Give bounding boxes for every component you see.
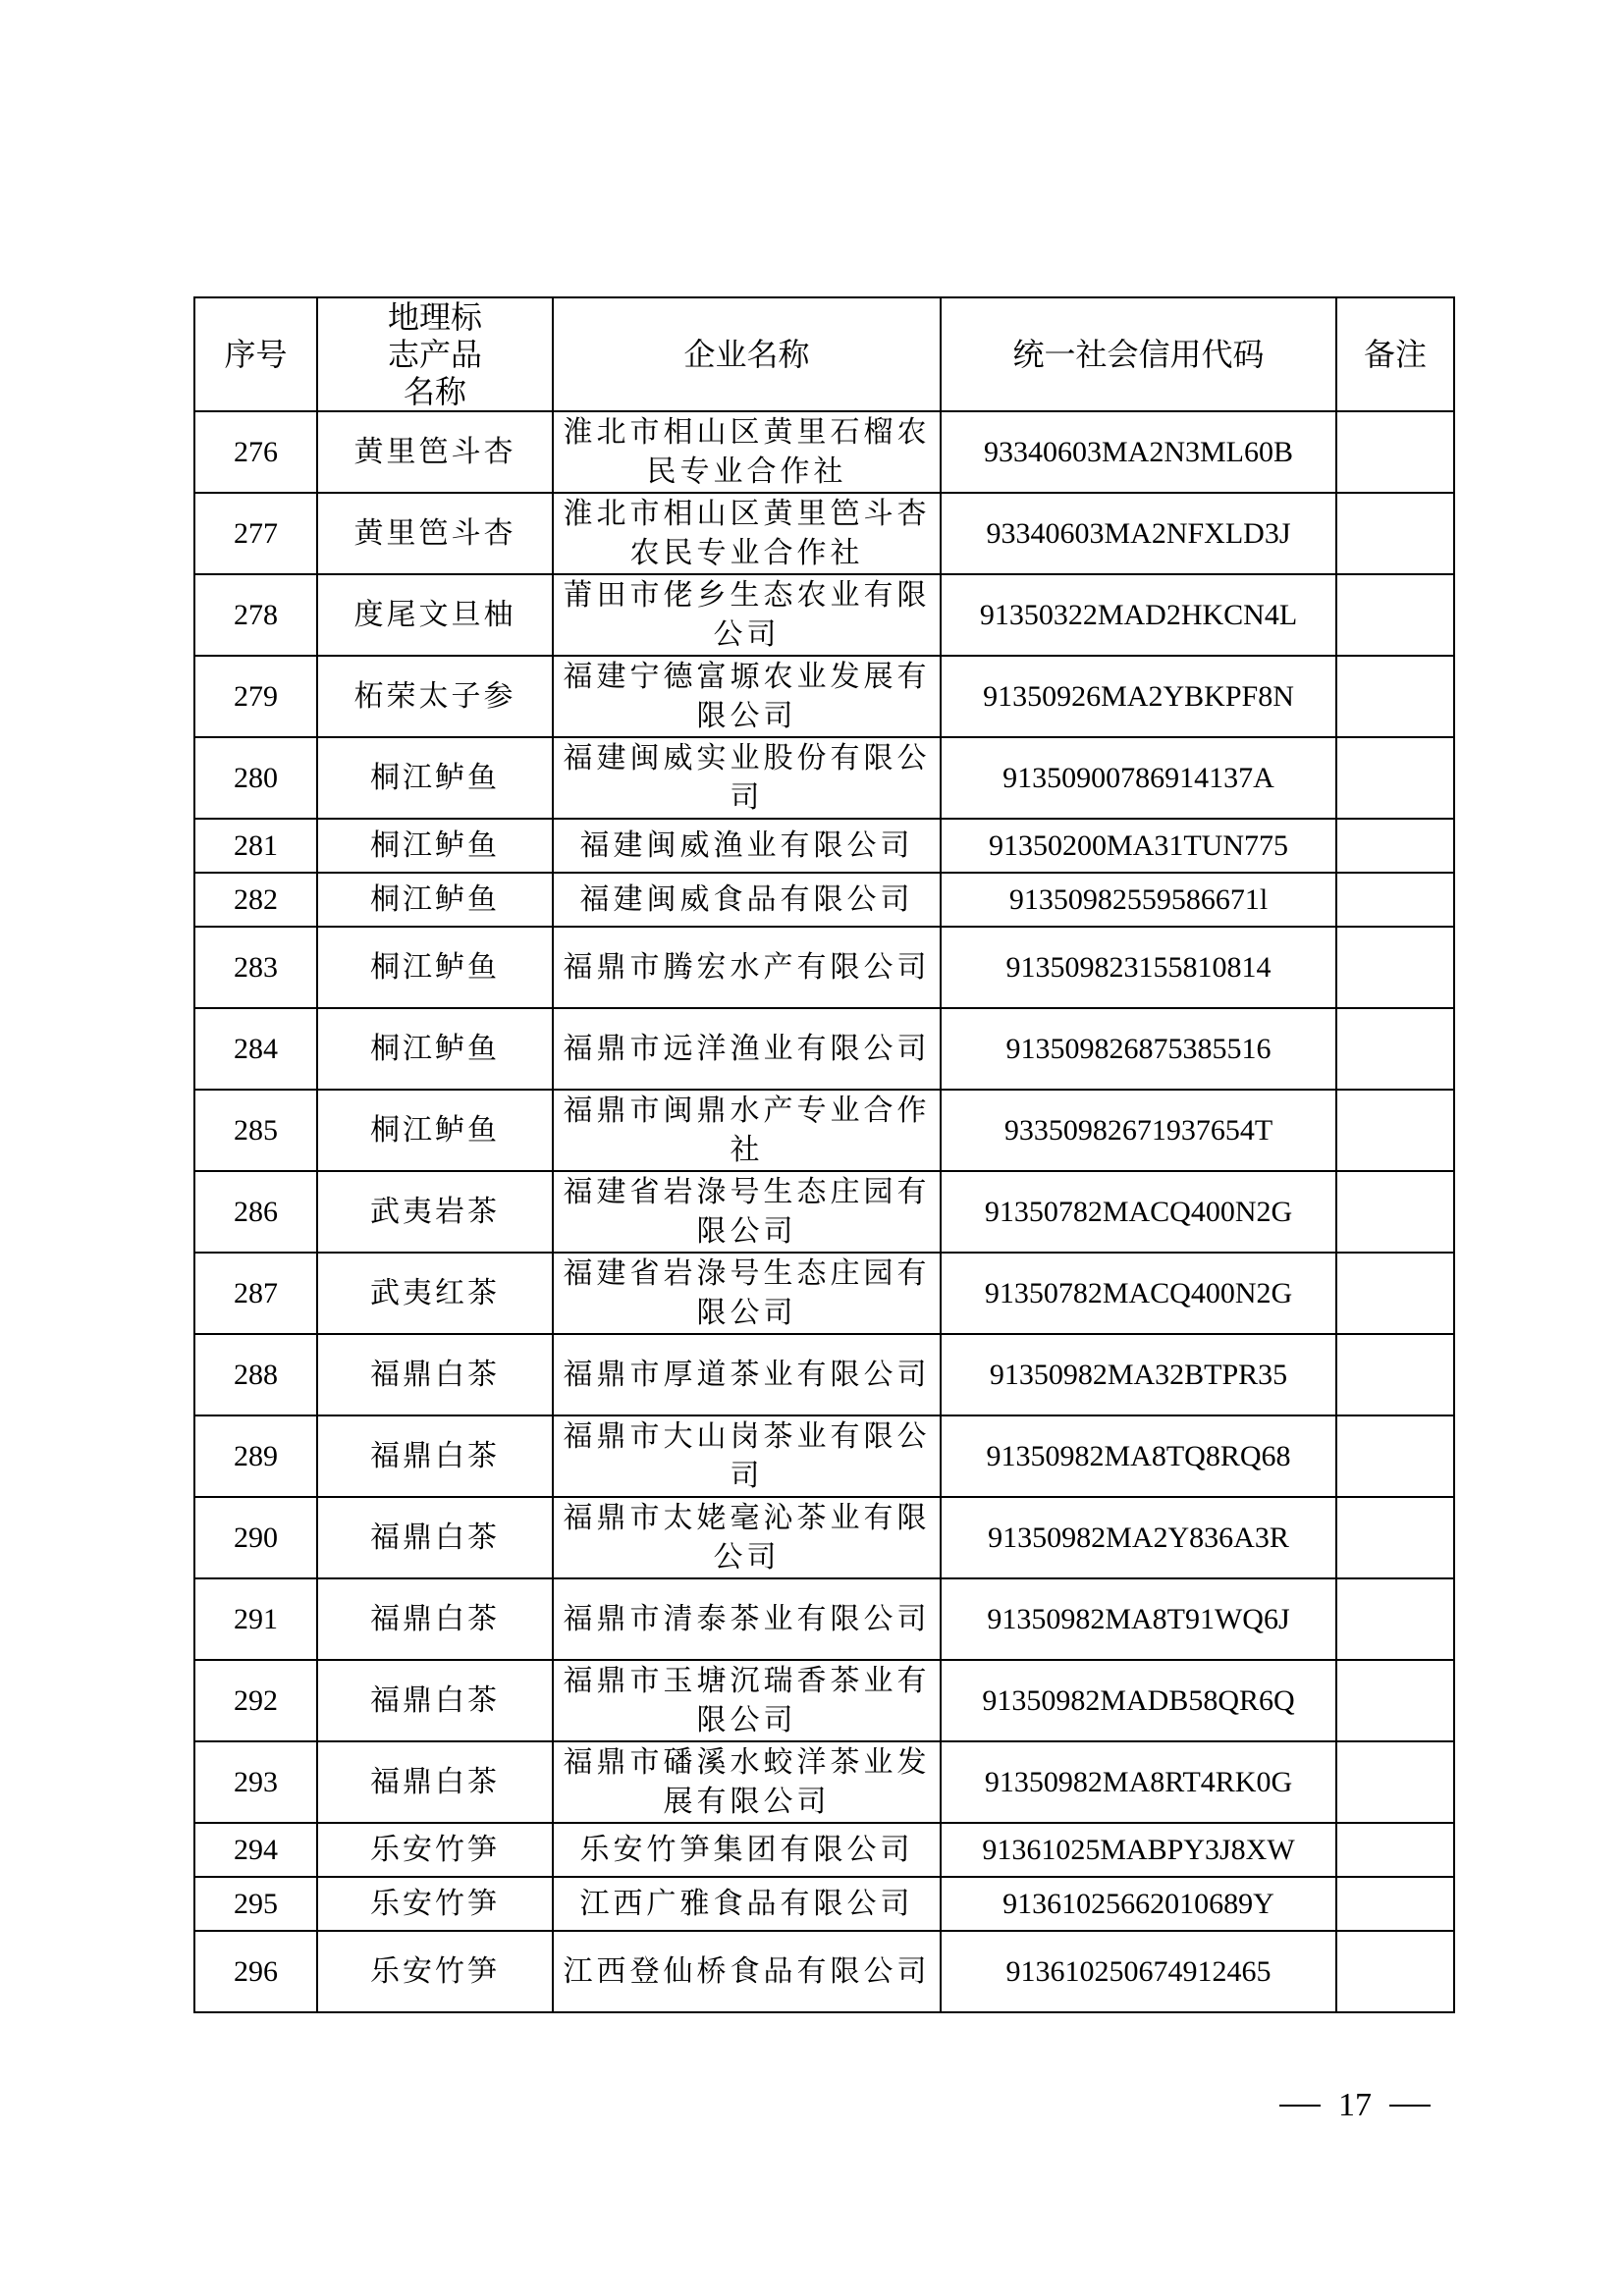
cell-company: 淮北市相山区黄里笆斗杏农民专业合作社	[553, 493, 941, 574]
cell-product: 乐安竹笋	[317, 1931, 553, 2012]
cell-code: 91350782MACQ400N2G	[941, 1253, 1336, 1334]
cell-product: 福鼎白茶	[317, 1660, 553, 1741]
cell-code: 913610250674912465	[941, 1931, 1336, 2012]
cell-remark	[1336, 1253, 1454, 1334]
cell-seq: 288	[194, 1334, 317, 1415]
table-row	[194, 1415, 1454, 1497]
table-row	[194, 1823, 1454, 1877]
cell-seq: 277	[194, 493, 317, 574]
cell-product: 福鼎白茶	[317, 1497, 553, 1578]
cell-remark	[1336, 1090, 1454, 1171]
cell-product: 桐江鲈鱼	[317, 873, 553, 927]
table-row	[194, 1090, 1454, 1171]
cell-code: 91361025662010689Y	[941, 1877, 1336, 1931]
cell-remark	[1336, 1741, 1454, 1823]
cell-code: 91350982MA8TQ8RQ68	[941, 1415, 1336, 1497]
cell-product: 武夷岩茶	[317, 1171, 553, 1253]
cell-product: 福鼎白茶	[317, 1334, 553, 1415]
cell-seq: 296	[194, 1931, 317, 2012]
header-seq: 序号	[194, 297, 317, 411]
table-row	[194, 1931, 1454, 2012]
cell-company: 福鼎市闽鼎水产专业合作社	[553, 1090, 941, 1171]
cell-code: 93340603MA2NFXLD3J	[941, 493, 1336, 574]
header-company: 企业名称	[553, 297, 941, 411]
cell-seq: 284	[194, 1008, 317, 1090]
cell-code: 91350200MA31TUN775	[941, 819, 1336, 873]
cell-company: 淮北市相山区黄里石榴农民专业合作社	[553, 411, 941, 493]
cell-remark	[1336, 1877, 1454, 1931]
table-row	[194, 656, 1454, 737]
cell-company: 福鼎市清泰茶业有限公司	[553, 1578, 941, 1660]
cell-seq: 295	[194, 1877, 317, 1931]
cell-remark	[1336, 737, 1454, 819]
table-row	[194, 819, 1454, 873]
cell-remark	[1336, 1931, 1454, 2012]
cell-company: 福建闽威实业股份有限公司	[553, 737, 941, 819]
cell-remark	[1336, 1334, 1454, 1415]
cell-seq: 292	[194, 1660, 317, 1741]
footer-dash-left	[1279, 2105, 1321, 2107]
cell-company: 福鼎市厚道茶业有限公司	[553, 1334, 941, 1415]
header-product-label: 地理标志产品名称	[387, 298, 482, 410]
header-code: 统一社会信用代码	[941, 297, 1336, 411]
page-number: 17	[1338, 2087, 1372, 2123]
cell-seq: 278	[194, 574, 317, 656]
cell-remark	[1336, 656, 1454, 737]
table-row	[194, 1008, 1454, 1090]
cell-remark	[1336, 493, 1454, 574]
cell-remark	[1336, 1171, 1454, 1253]
table-row	[194, 873, 1454, 927]
table-row	[194, 1497, 1454, 1578]
cell-remark	[1336, 1578, 1454, 1660]
cell-remark	[1336, 927, 1454, 1008]
cell-product: 黄里笆斗杏	[317, 493, 553, 574]
page-footer	[1267, 2081, 1443, 2130]
footer-dash-right	[1389, 2105, 1431, 2107]
cell-code: 91350322MAD2HKCN4L	[941, 574, 1336, 656]
cell-remark	[1336, 819, 1454, 873]
cell-code: 913509826875385516	[941, 1008, 1336, 1090]
cell-seq: 283	[194, 927, 317, 1008]
table-row	[194, 1741, 1454, 1823]
cell-remark	[1336, 1823, 1454, 1877]
cell-product: 黄里笆斗杏	[317, 411, 553, 493]
cell-remark	[1336, 1415, 1454, 1497]
cell-code: 91350982MA32BTPR35	[941, 1334, 1336, 1415]
cell-product: 福鼎白茶	[317, 1415, 553, 1497]
cell-company: 福鼎市大山岗茶业有限公司	[553, 1415, 941, 1497]
enterprise-table	[193, 296, 1455, 2013]
cell-company: 福建闽威食品有限公司	[553, 873, 941, 927]
table-header-row	[194, 297, 1454, 411]
cell-code: 91350900786914137A	[941, 737, 1336, 819]
cell-product: 乐安竹笋	[317, 1877, 553, 1931]
cell-seq: 285	[194, 1090, 317, 1171]
table-row	[194, 493, 1454, 574]
cell-seq: 279	[194, 656, 317, 737]
cell-company: 福建宁德富塬农业发展有限公司	[553, 656, 941, 737]
cell-seq: 281	[194, 819, 317, 873]
cell-seq: 293	[194, 1741, 317, 1823]
cell-product: 桐江鲈鱼	[317, 819, 553, 873]
cell-company: 福鼎市磻溪水蛟洋茶业发展有限公司	[553, 1741, 941, 1823]
cell-company: 福建闽威渔业有限公司	[553, 819, 941, 873]
table-row	[194, 411, 1454, 493]
table-row	[194, 1253, 1454, 1334]
table-row	[194, 737, 1454, 819]
cell-product: 桐江鲈鱼	[317, 737, 553, 819]
cell-code: 91361025MABPY3J8XW	[941, 1823, 1336, 1877]
cell-code: 91350926MA2YBKPF8N	[941, 656, 1336, 737]
table-row	[194, 1171, 1454, 1253]
cell-code: 91350982MA2Y836A3R	[941, 1497, 1336, 1578]
table-row	[194, 574, 1454, 656]
cell-code: 93340603MA2N3ML60B	[941, 411, 1336, 493]
cell-remark	[1336, 1660, 1454, 1741]
cell-product: 桐江鲈鱼	[317, 1008, 553, 1090]
cell-product: 柘荣太子参	[317, 656, 553, 737]
cell-company: 福建省岩淥号生态庄园有限公司	[553, 1171, 941, 1253]
cell-company: 乐安竹笋集团有限公司	[553, 1823, 941, 1877]
cell-product: 桐江鲈鱼	[317, 1090, 553, 1171]
cell-code: 91350982559586671l	[941, 873, 1336, 927]
cell-product: 乐安竹笋	[317, 1823, 553, 1877]
cell-company: 福鼎市远洋渔业有限公司	[553, 1008, 941, 1090]
cell-company: 福鼎市太姥毫沁茶业有限公司	[553, 1497, 941, 1578]
cell-seq: 290	[194, 1497, 317, 1578]
cell-product: 福鼎白茶	[317, 1741, 553, 1823]
cell-product: 桐江鲈鱼	[317, 927, 553, 1008]
cell-code: 91350982MA8T91WQ6J	[941, 1578, 1336, 1660]
cell-company: 莆田市佬乡生态农业有限公司	[553, 574, 941, 656]
cell-remark	[1336, 1008, 1454, 1090]
cell-seq: 287	[194, 1253, 317, 1334]
cell-code: 913509823155810814	[941, 927, 1336, 1008]
cell-seq: 289	[194, 1415, 317, 1497]
cell-product: 度尾文旦柚	[317, 574, 553, 656]
cell-product: 福鼎白茶	[317, 1578, 553, 1660]
cell-product: 武夷红茶	[317, 1253, 553, 1334]
cell-seq: 276	[194, 411, 317, 493]
cell-company: 江西登仙桥食品有限公司	[553, 1931, 941, 2012]
header-remark: 备注	[1336, 297, 1454, 411]
cell-remark	[1336, 873, 1454, 927]
cell-company: 江西广雅食品有限公司	[553, 1877, 941, 1931]
cell-remark	[1336, 1497, 1454, 1578]
cell-company: 福鼎市玉塘沉瑞香茶业有限公司	[553, 1660, 941, 1741]
cell-company: 福鼎市腾宏水产有限公司	[553, 927, 941, 1008]
cell-company: 福建省岩淥号生态庄园有限公司	[553, 1253, 941, 1334]
cell-remark	[1336, 411, 1454, 493]
table-row	[194, 927, 1454, 1008]
header-product	[317, 297, 553, 411]
cell-seq: 286	[194, 1171, 317, 1253]
table-row	[194, 1877, 1454, 1931]
table-row	[194, 1660, 1454, 1741]
table-row	[194, 1578, 1454, 1660]
cell-remark	[1336, 574, 1454, 656]
cell-code: 93350982671937654T	[941, 1090, 1336, 1171]
cell-code: 91350982MA8RT4RK0G	[941, 1741, 1336, 1823]
cell-code: 91350982MADB58QR6Q	[941, 1660, 1336, 1741]
cell-seq: 280	[194, 737, 317, 819]
cell-seq: 282	[194, 873, 317, 927]
cell-code: 91350782MACQ400N2G	[941, 1171, 1336, 1253]
cell-seq: 291	[194, 1578, 317, 1660]
table-row	[194, 1334, 1454, 1415]
cell-seq: 294	[194, 1823, 317, 1877]
